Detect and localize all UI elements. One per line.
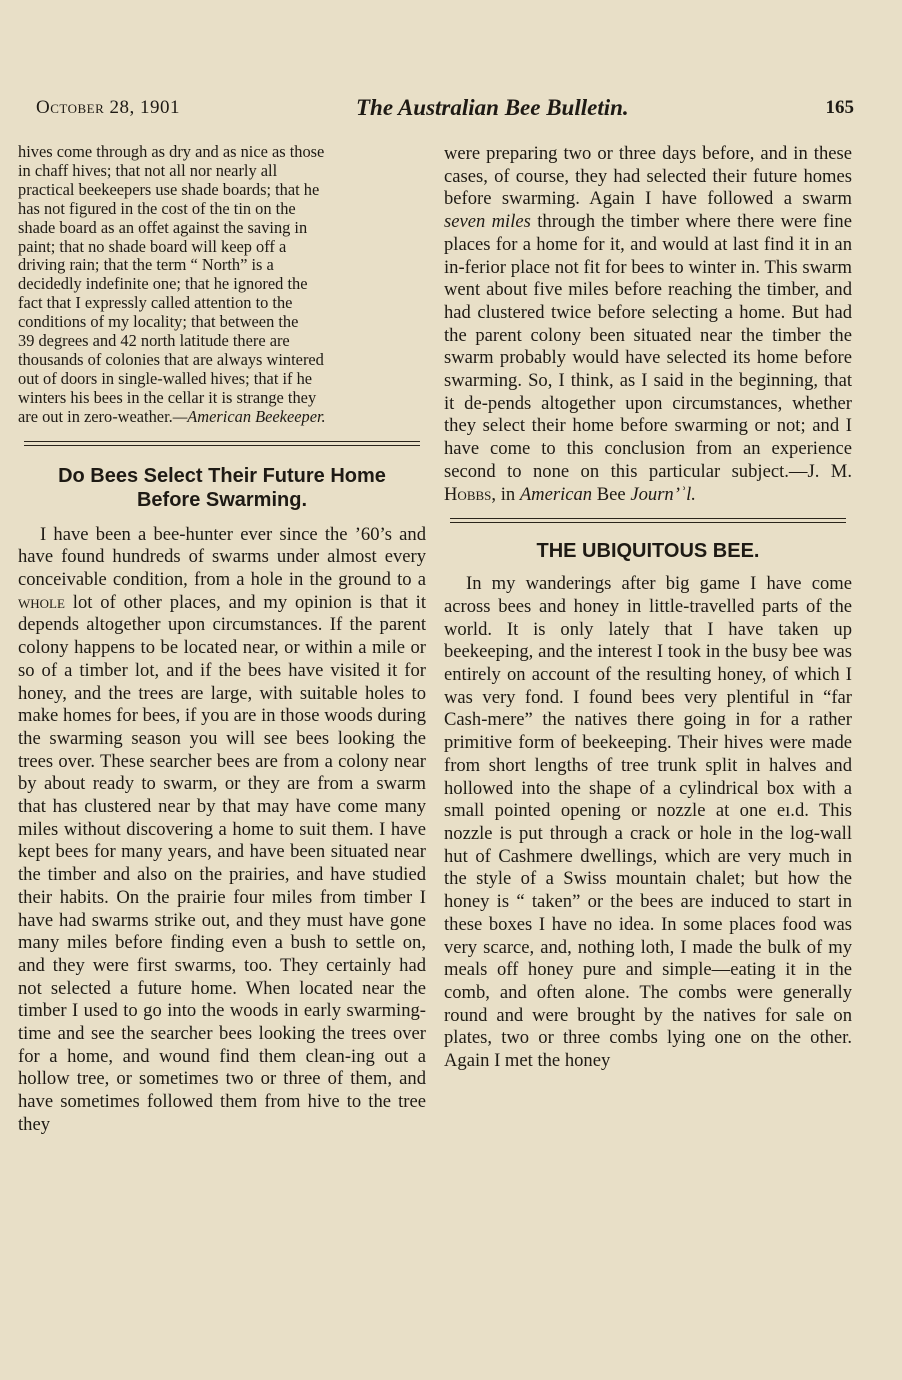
continued-line: hives come through as dry and as nice as those xyxy=(18,142,325,161)
section-divider xyxy=(24,441,420,446)
article-title-line-1: Do Bees Select Their Future Home xyxy=(58,464,386,487)
right-column xyxy=(444,143,852,1073)
section-divider xyxy=(450,518,846,523)
page-header xyxy=(36,97,856,127)
publication-title: The Australian Bee Bulletin. xyxy=(356,95,629,120)
left-column xyxy=(18,143,426,1137)
continued-line: driving rain; that the term “ North” is a xyxy=(18,255,274,275)
continued-line: shade board as an offet against the saving in xyxy=(18,217,308,237)
source-name: American xyxy=(519,483,593,505)
continued-line: decidedly indefinite one; that he ignored the xyxy=(18,274,308,294)
continued-line-last xyxy=(18,408,426,427)
continued-line: has not figured in the cost of the tin on the xyxy=(18,198,296,218)
article-title: THE UBIQUITOUS BEE. xyxy=(536,540,760,563)
continued-line: practical beekeepers use shade boards; that he xyxy=(18,179,320,199)
article-body xyxy=(18,524,426,1137)
continued-line-text: are out in zero-weather. xyxy=(18,406,173,426)
continued-line: paint; that no shade board will keep off a xyxy=(18,236,287,256)
article-paragraph: In my wanderings after big game I have come across bees and honey in little-travelled parts of the world. It is only lately that I have taken up beekeeping, and the interest I took in the busy bee was entirely on account of the resulting honey, of which I was very fond. I found bees very plentiful in “far Cash-mere” the natives there going in for a rather primitive form of beekeeping. Their hives were made from short lengths of tree trunk split in halves and hollowed into the shape of a cylindrical box with a small pointed opening or nozzle at one eı.d. This nozzle is put through a crack or hole in the log-wall hut of Cashmere dwellings, which are very much in the style of a Swiss mountain chalet; but how the honey is “ taken” or the bees are induced to start in these boxes I have no idea. In some places food was very scarce, and, nothing loth, I made the bulk of my meals off honey pure and simple—eating it in the comb, and often alone. The combs were generally round and were brought by the natives for sale on plates, two or three combs lying one on the other. Again I met the honey xyxy=(444,573,852,1072)
article-body xyxy=(444,573,852,1072)
source-prefix: , in xyxy=(491,483,516,505)
continued-article xyxy=(18,143,426,427)
continued-source: —American Beekeeper. xyxy=(172,406,326,426)
body-text: were preparing two or three days before, and in these cases, of course, they had selected their future homes before swarming. Again I have followed a swarm xyxy=(444,143,852,210)
article-paragraph xyxy=(444,143,852,506)
article-paragraph xyxy=(18,524,426,1137)
source-mid: Bee xyxy=(596,483,626,505)
body-text: I have been a bee-hunter ever since the ’60’s and have found hundreds of swarms under almost every conceivable condition, from a hole in the ground to a xyxy=(18,523,426,590)
article-continuation xyxy=(444,143,852,506)
body-italic: seven miles xyxy=(444,211,531,233)
article-title-line-2: Before Swarming. xyxy=(136,488,308,511)
issue-date: October 28, 1901 xyxy=(36,97,181,118)
continued-line: in chaff hives; that not all nor nearly all xyxy=(18,160,278,180)
page-number: 165 xyxy=(825,97,854,118)
continued-line: out of doors in single-walled hives; that if he xyxy=(18,368,313,388)
continued-line: 39 degrees and 42 north latitude there are xyxy=(18,331,290,351)
continued-line: fact that I expressly called attention to the xyxy=(18,293,293,313)
continued-line: winters his bees in the cellar it is strange they xyxy=(18,387,317,407)
author-name: Hobbs xyxy=(444,483,492,505)
source-end: Journ’ʾl. xyxy=(630,483,696,505)
body-text: lot of other places, and my opinion is that it depends altogether upon circumstances. If the parent colony happens to be located near, or within a mile or so of a timber lot, and if the bees have visited it for honey, and the trees are large, with suitable holes to make homes for bees, if you are in those woods during the swarming season you will see bees looking the trees over. These searcher bees are from a colony near by about ready to swarm, or they are from a swarm that has clustered near by that may have come many miles without discovering a home to suit them. I have kept bees for many years, and have been situated near the timber and also on the prairies, and have studied their habits. On the prairie four miles from timber I have had swarms strike out, and they must have gone many miles before finding even a bush to settle on, and they were first swarms, too. They certainly had not selected a future home. When located near the timber I used to go into the woods in early swarming-time and see the searcher bees looking the trees over for a home, and wound find them clean-ing out a hollow tree, or sometimes two or three of them, and have sometimes followed them from hive to the tree they xyxy=(18,591,426,1135)
article-heading xyxy=(18,464,426,512)
body-smallcaps: whole xyxy=(18,591,65,613)
body-text: through the timber where there were fine places for a home for it, and would at last find it in an in-ferior place not fit for bees to winter in. This swarm went about five miles before reaching the timber, and had clustered twice before selecting a home. But had the parent colony been situated near the timber the swarm probably would have selected its home before swarming. So, I think, as I said in the beginning, that it de-pends altogether upon circumstances, whether they select their home before swarming or not; and I have come to this conclusion from an experience second to none on this particular subject.—J. M. xyxy=(444,211,852,482)
continued-line: thousands of colonies that are always wintered xyxy=(18,349,324,369)
continued-line: conditions of my locality; that between the xyxy=(18,312,299,332)
